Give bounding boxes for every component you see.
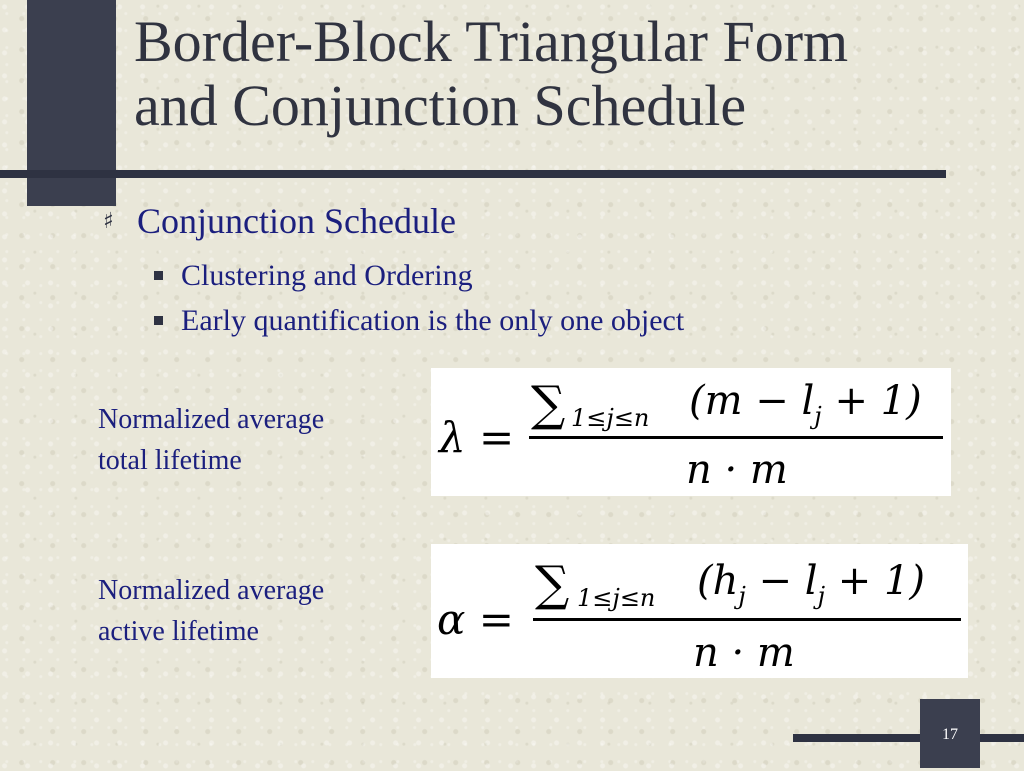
fraction-bar (529, 436, 943, 439)
numerator-part: (m − l (689, 378, 815, 424)
main-bullet (103, 200, 456, 242)
fraction-bar (533, 618, 961, 621)
label-line: Normalized average (98, 404, 325, 435)
sub-bullet-list (154, 253, 684, 343)
formula-lhs: α = (437, 595, 514, 644)
page-number: 17 (920, 699, 980, 768)
square-bullet-icon (154, 271, 163, 280)
slide-title (134, 10, 994, 138)
list-item (154, 253, 684, 298)
formula-denominator: n · m (686, 447, 788, 493)
numerator-subscript: j (738, 582, 746, 610)
numerator-tail: + 1) (821, 378, 922, 424)
formula-alpha-svg (431, 544, 968, 678)
formula-denominator: n · m (693, 630, 795, 676)
footer-line (793, 734, 1024, 742)
title-underline (0, 170, 946, 178)
numerator-tail: + 1) (825, 558, 926, 604)
sub-bullet-text: Early quantification is the only one object (181, 303, 685, 337)
sum-symbol: ∑ (535, 556, 570, 612)
formula-label-total (98, 399, 398, 481)
formula-numerator (697, 558, 925, 610)
label-line: Normalized average (98, 575, 325, 606)
numerator-part: (h (697, 558, 739, 604)
formula-alpha (431, 544, 968, 678)
formula-label-active (98, 570, 398, 652)
hash-bullet-icon: ♯ (103, 208, 114, 234)
formula-lambda-svg (431, 368, 951, 496)
main-bullet-text: Conjunction Schedule (137, 201, 456, 241)
slide-title-line-1: Border-Block Triangular Form (134, 9, 849, 74)
formula-numerator (689, 378, 922, 430)
formula-lhs: λ = (439, 413, 515, 462)
label-line: active lifetime (98, 616, 259, 647)
square-bullet-icon (154, 316, 163, 325)
sub-bullet-text: Clustering and Ordering (181, 258, 473, 292)
numerator-subscript: j (817, 582, 826, 610)
formula-lambda (431, 368, 951, 496)
sum-subscript: 1≤j≤n (577, 584, 656, 612)
sum-subscript: 1≤j≤n (571, 404, 650, 432)
list-item (154, 298, 684, 343)
label-line: total lifetime (98, 445, 242, 476)
numerator-part: − l (745, 558, 818, 604)
slide-title-line-2: and Conjunction Schedule (134, 73, 747, 138)
numerator-subscript: j (814, 402, 822, 430)
sum-symbol: ∑ (531, 376, 566, 432)
